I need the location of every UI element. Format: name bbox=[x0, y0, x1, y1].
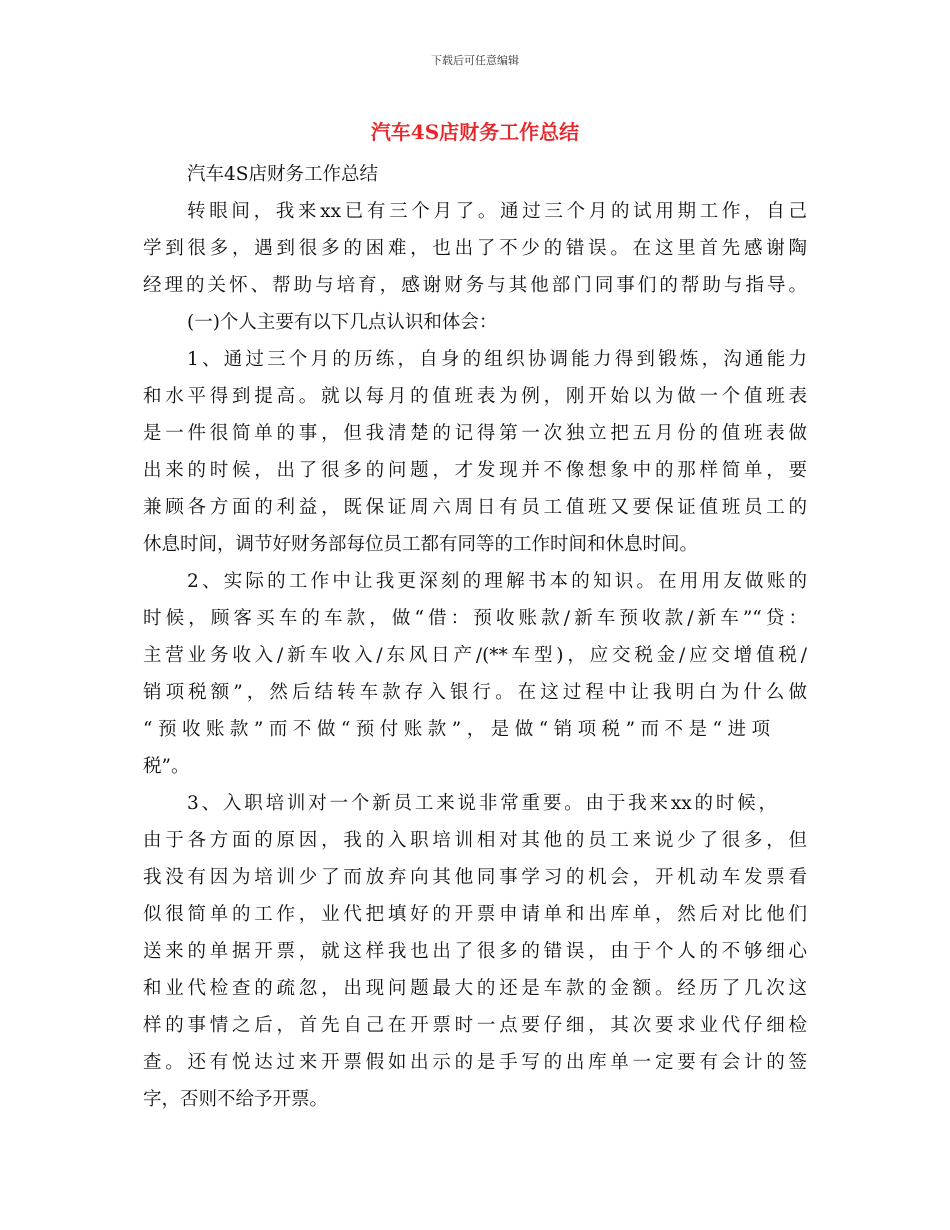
text-line: 3、入职培训对一个新员工来说非常重要。由于我来xx的时候， bbox=[187, 793, 777, 814]
text-line: 时候，顾客买车的车款，做“借：预收账款/新车预收款/新车”“贷： bbox=[143, 608, 807, 629]
text-line: 主营业务收入/新车收入/东风日产/(**车型)，应交税金/应交增值税/ bbox=[143, 645, 807, 666]
text-line: 由于各方面的原因，我的入职培训相对其他的员工来说少了很多，但 bbox=[143, 830, 807, 851]
text-line: 送来的单据开票，就这样我也出了很多的错误，由于个人的不够细心 bbox=[143, 941, 807, 962]
text-line: 转眼间，我来xx已有三个月了。通过三个月的试用期工作，自己 bbox=[187, 201, 807, 222]
text-line: 销项税额”，然后结转车款存入银行。在这过程中让我明白为什么做 bbox=[143, 682, 807, 703]
text-line: 字，否则不给予开票。 bbox=[143, 1089, 329, 1110]
text-line: 样的事情之后，首先自己在开票时一点要仔细，其次要求业代仔细检 bbox=[143, 1015, 807, 1036]
text-line: 汽车4S店财务工作总结 bbox=[187, 164, 378, 185]
document-title: 汽车4S店财务工作总结 bbox=[370, 120, 580, 144]
text-line: 似很简单的工作，业代把填好的开票申请单和出库单，然后对比他们 bbox=[143, 904, 807, 925]
text-line: 兼顾各方面的利益，既保证周六周日有员工值班又要保证值班员工的 bbox=[143, 497, 807, 518]
text-line: 学到很多，遇到很多的困难，也出了不少的错误。在这里首先感谢陶 bbox=[143, 238, 807, 259]
text-line: (一)个人主要有以下几点认识和体会： bbox=[187, 312, 498, 333]
text-line: 1、通过三个月的历练，自身的组织协调能力得到锻炼，沟通能力 bbox=[187, 349, 807, 370]
text-line: “预收账款”而不做“预付账款”，是做“销项税”而不是“进项 bbox=[143, 719, 770, 740]
text-line: 出来的时候，出了很多的问题，才发现并不像想象中的那样简单，要 bbox=[143, 460, 807, 481]
text-line: 查。还有悦达过来开票假如出示的是手写的出库单一定要有会计的签 bbox=[143, 1052, 807, 1073]
text-line: 税”。 bbox=[143, 756, 190, 777]
text-line: 和业代检查的疏忽，出现问题最大的还是车款的金额。经历了几次这 bbox=[143, 978, 807, 999]
text-line: 是一件很简单的事，但我清楚的记得第一次独立把五月份的值班表做 bbox=[143, 423, 807, 444]
text-line: 2、实际的工作中让我更深刻的理解书本的知识。在用用友做账的 bbox=[187, 571, 807, 592]
text-line: 休息时间，调节好财务部每位员工都有同等的工作时间和休息时间。 bbox=[143, 534, 699, 555]
text-line: 和水平得到提高。就以每月的值班表为例，刚开始以为做一个值班表 bbox=[143, 386, 807, 407]
text-line: 经理的关怀、帮助与培育，感谢财务与其他部门同事们的帮助与指导。 bbox=[143, 275, 807, 296]
page-header: 下载后可任意编辑 bbox=[431, 54, 519, 67]
text-line: 我没有因为培训少了而放弃向其他同事学习的机会，开机动车发票看 bbox=[143, 867, 807, 888]
